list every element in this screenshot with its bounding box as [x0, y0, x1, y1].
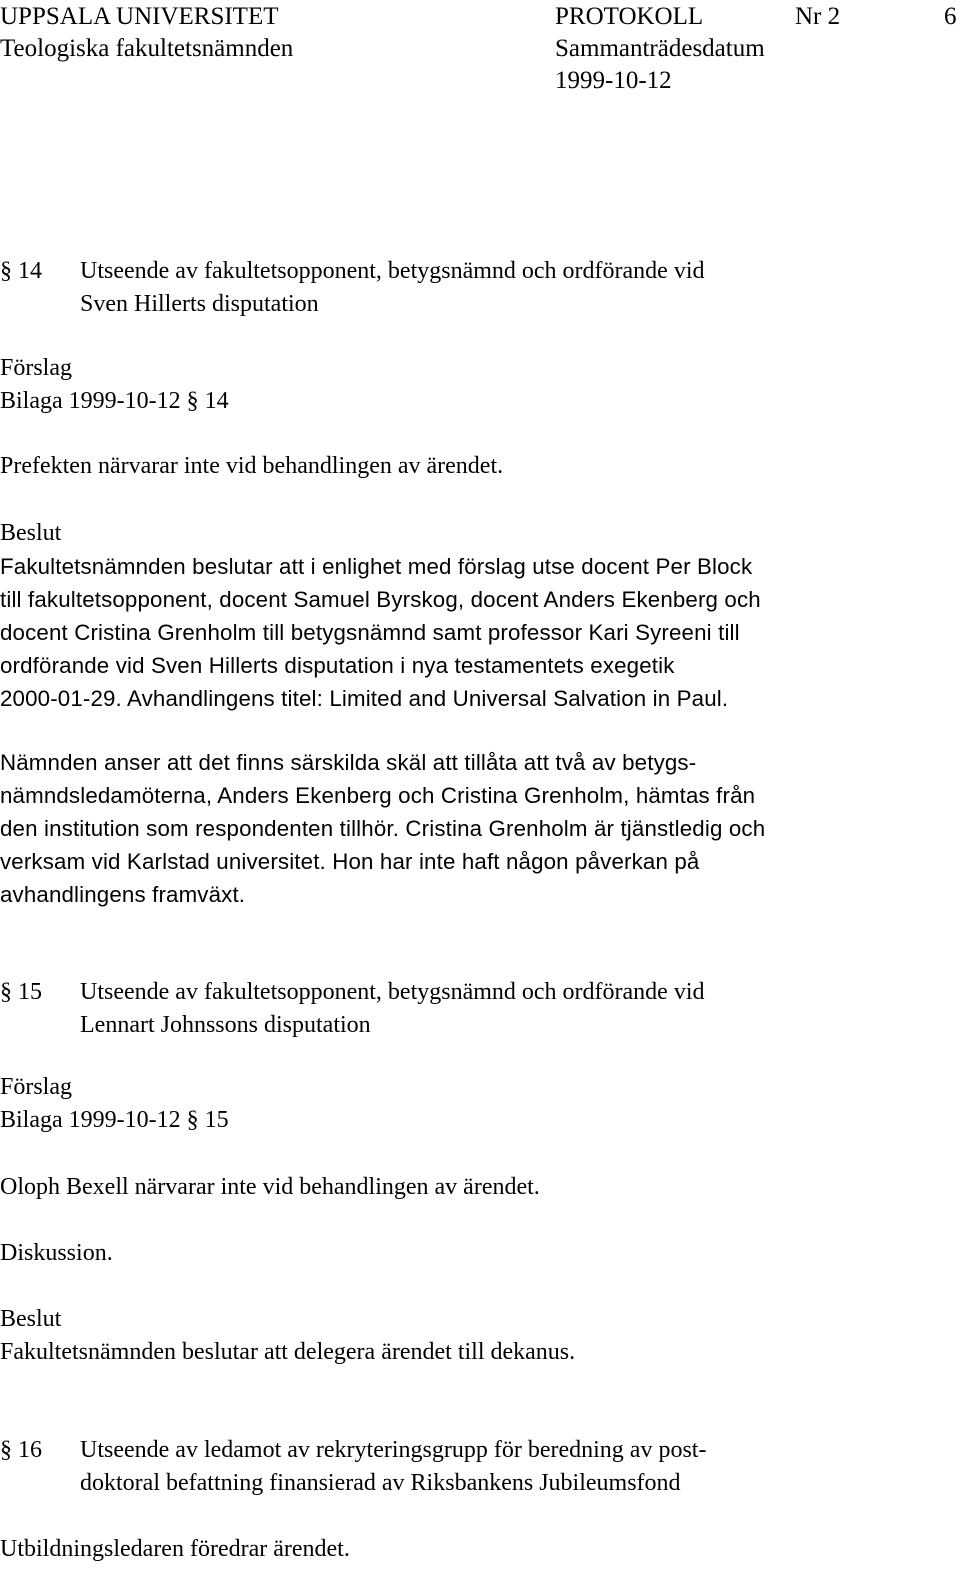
section-title: Utseende av fakultetsopponent, betygsnämnd och ordförande vid Sven Hillerts disputation	[80, 258, 705, 317]
faculty-name: Teologiska fakultetsnämnden	[0, 35, 294, 62]
attachment-ref: Bilaga 1999-10-12 § 14	[0, 388, 229, 414]
additional-remarks: Nämnden anser att det finns särskilda skäl att tillåta att två av betygs- nämndsledamöterna, Anders Ekenberg och Cristina Grenholm, hämtas från den institution som respondenten tillhör. Cristina Grenholm är tjänstledig och verksam vid Karlstad universitet. Hon har inte haft någon påverkan på avhandlingens framväxt.	[0, 750, 766, 907]
meeting-date: 1999-10-12	[555, 67, 672, 94]
decision-heading: Beslut	[0, 520, 62, 546]
section-15	[0, 976, 960, 1042]
discussion-text: Diskussion.	[0, 1240, 113, 1266]
decision-text: Fakultetsnämnden beslutar att i enlighet med förslag utse docent Per Block till fakultetsopponent, docent Samuel Byrskog, docent Anders Ekenberg och docent Cristina Grenholm till betygsnämnd samt professor Kari Syreeni till ordförande vid Sven Hillerts disputation i nya testamentets exegetik 2000-01-29. Avhandlingens titel: Limited and Universal Salvation in Paul.	[0, 554, 761, 711]
section-number: § 16	[0, 1437, 42, 1463]
proposal-heading: Förslag	[0, 1074, 72, 1100]
note-text: Oloph Bexell närvarar inte vid behandlingen av ärendet.	[0, 1174, 540, 1200]
note-text: Utbildningsledaren föredrar ärendet.	[0, 1536, 350, 1562]
doc-type: PROTOKOLL	[555, 3, 704, 30]
note-text: Prefekten närvarar inte vid behandlingen av ärendet.	[0, 453, 504, 479]
date-label: Sammanträdesdatum	[555, 35, 765, 62]
section-title: Utseende av ledamot av rekryteringsgrupp för beredning av post- doktoral befattning finansierad av Riksbankens Jubileumsfond	[80, 1437, 707, 1496]
section-title: Utseende av fakultetsopponent, betygsnämnd och ordförande vid Lennart Johnssons disputation	[80, 979, 705, 1038]
attachment-ref: Bilaga 1999-10-12 § 15	[0, 1107, 229, 1133]
section-14	[0, 255, 960, 321]
section-16	[0, 1434, 960, 1500]
decision-text: Fakultetsnämnden beslutar att delegera ärendet till dekanus.	[0, 1339, 576, 1365]
page-number: 6	[944, 3, 957, 30]
section-number: § 14	[0, 258, 42, 284]
proposal-heading: Förslag	[0, 355, 72, 381]
university-name: UPPSALA UNIVERSITET	[0, 3, 279, 30]
section-number: § 15	[0, 979, 42, 1005]
protocol-number: Nr 2	[795, 3, 841, 30]
decision-heading: Beslut	[0, 1306, 62, 1332]
